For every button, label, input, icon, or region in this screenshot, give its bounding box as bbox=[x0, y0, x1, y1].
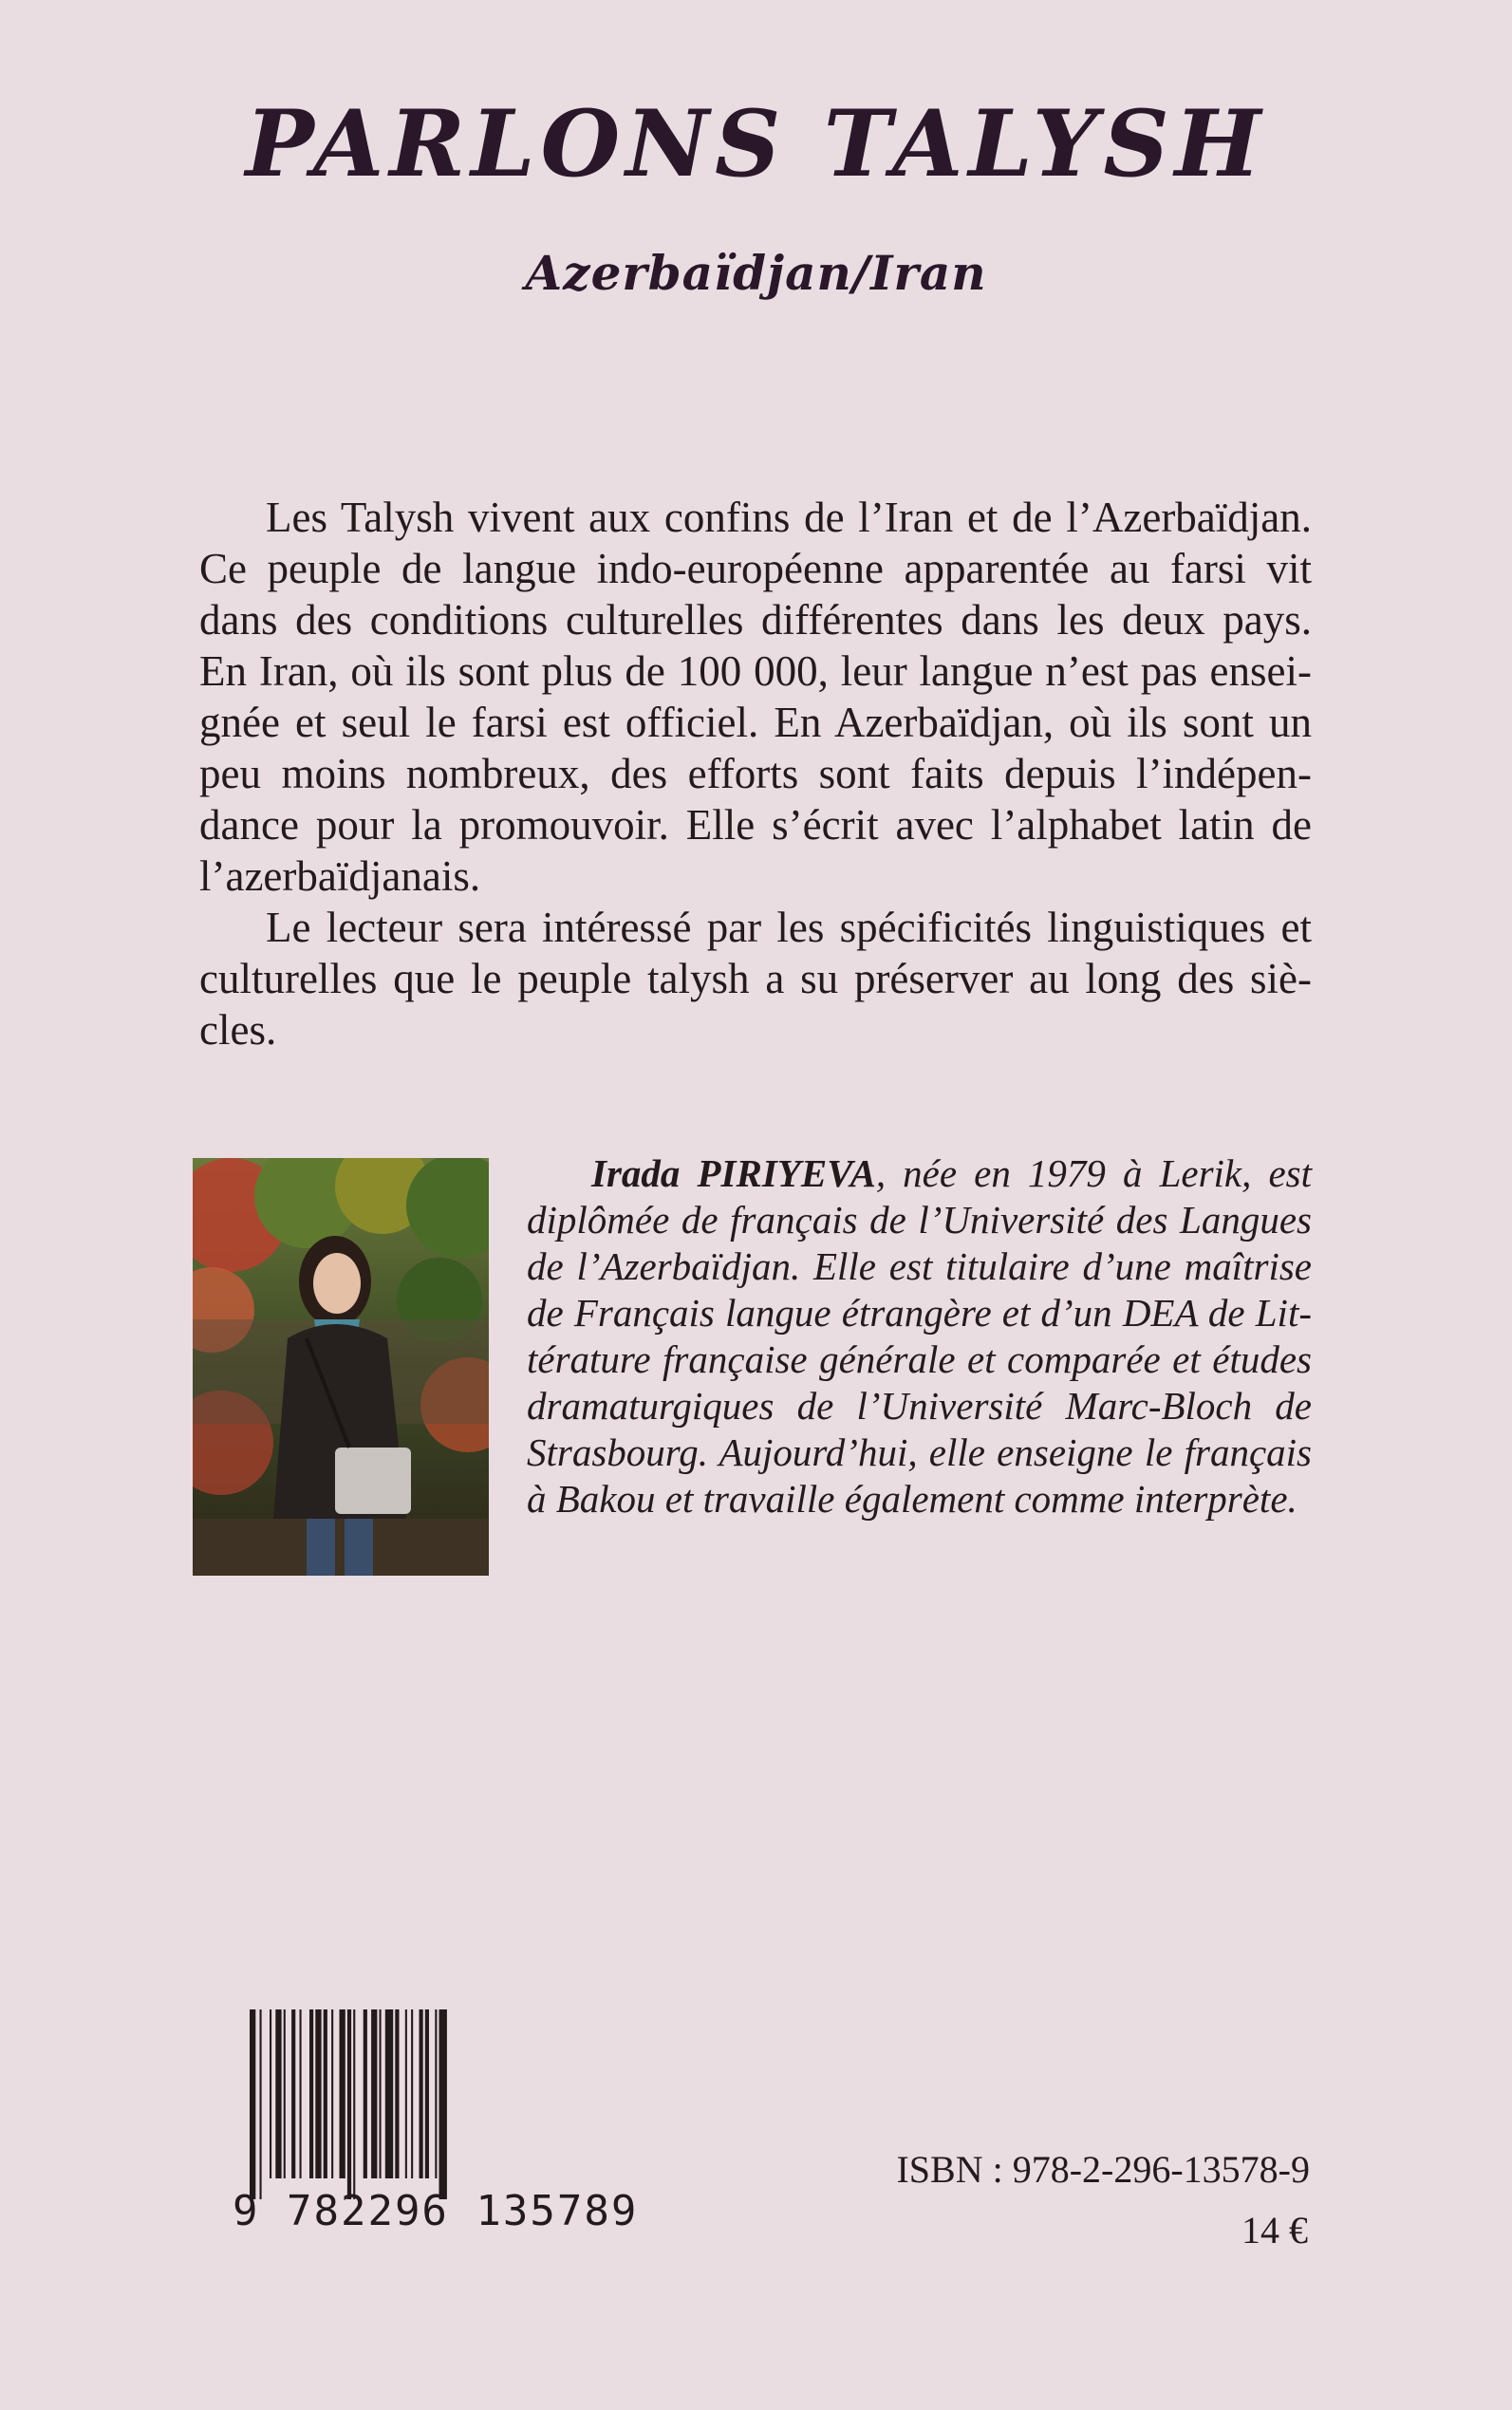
price: 14 € bbox=[1241, 2209, 1308, 2251]
author-name: Irada PIRIYEVA bbox=[591, 1151, 876, 1195]
barcode-digits: 9 782296 135789 bbox=[233, 2187, 639, 2235]
author-bio-text: , née en 1979 à Lerik, est diplômée de français de l’Université des Langues de l’Azerbaïdjan. Elle est titulaire d’une maîtrise de Français langue étrangère et d’un DEA de Littérature française générale et comparée et études dramaturgiques de l’Université Marc-Bloch de Strasbourg. Aujourd’hui, elle enseigne le français à Bakou et travaille également comme interprète. bbox=[527, 1151, 1312, 1521]
author-photo-image bbox=[193, 1158, 489, 1576]
barcode-graphic bbox=[233, 2009, 639, 2235]
blurb-paragraph-1: Les Talysh vivent aux confins de l’Iran et de l’Azerbaïdjan. Ce peuple de langue indo-européenne apparentée au farsi vit dans des conditions culturelles différentes dans les deux pays. En Iran, où ils sont plus de 100 000, leur langue n’est pas enseignée et seul le farsi est officiel. En Azerbaïdjan, où ils sont un peu moins nombreux, des efforts sont faits depuis l’indépendance pour la promouvoir. Elle s’écrit avec l’alphabet latin de l’azerbaïdjanais. bbox=[199, 494, 1312, 900]
barcode-bars bbox=[233, 2009, 622, 2204]
isbn: ISBN : 978-2-296-13578-9 bbox=[896, 2148, 1310, 2191]
book-subtitle: Azerbaïdjan/Iran bbox=[525, 245, 987, 301]
book-title: PARLONS TALYSH bbox=[245, 90, 1267, 197]
author-photo bbox=[193, 1158, 489, 1576]
blurb-paragraph-2: Le lecteur sera intéressé par les spécificités linguistiques et culturelles que le peuple talysh a su préserver au long des siècles. bbox=[199, 904, 1312, 1054]
author-bio bbox=[527, 1150, 1312, 1523]
blurb bbox=[199, 492, 1312, 1056]
